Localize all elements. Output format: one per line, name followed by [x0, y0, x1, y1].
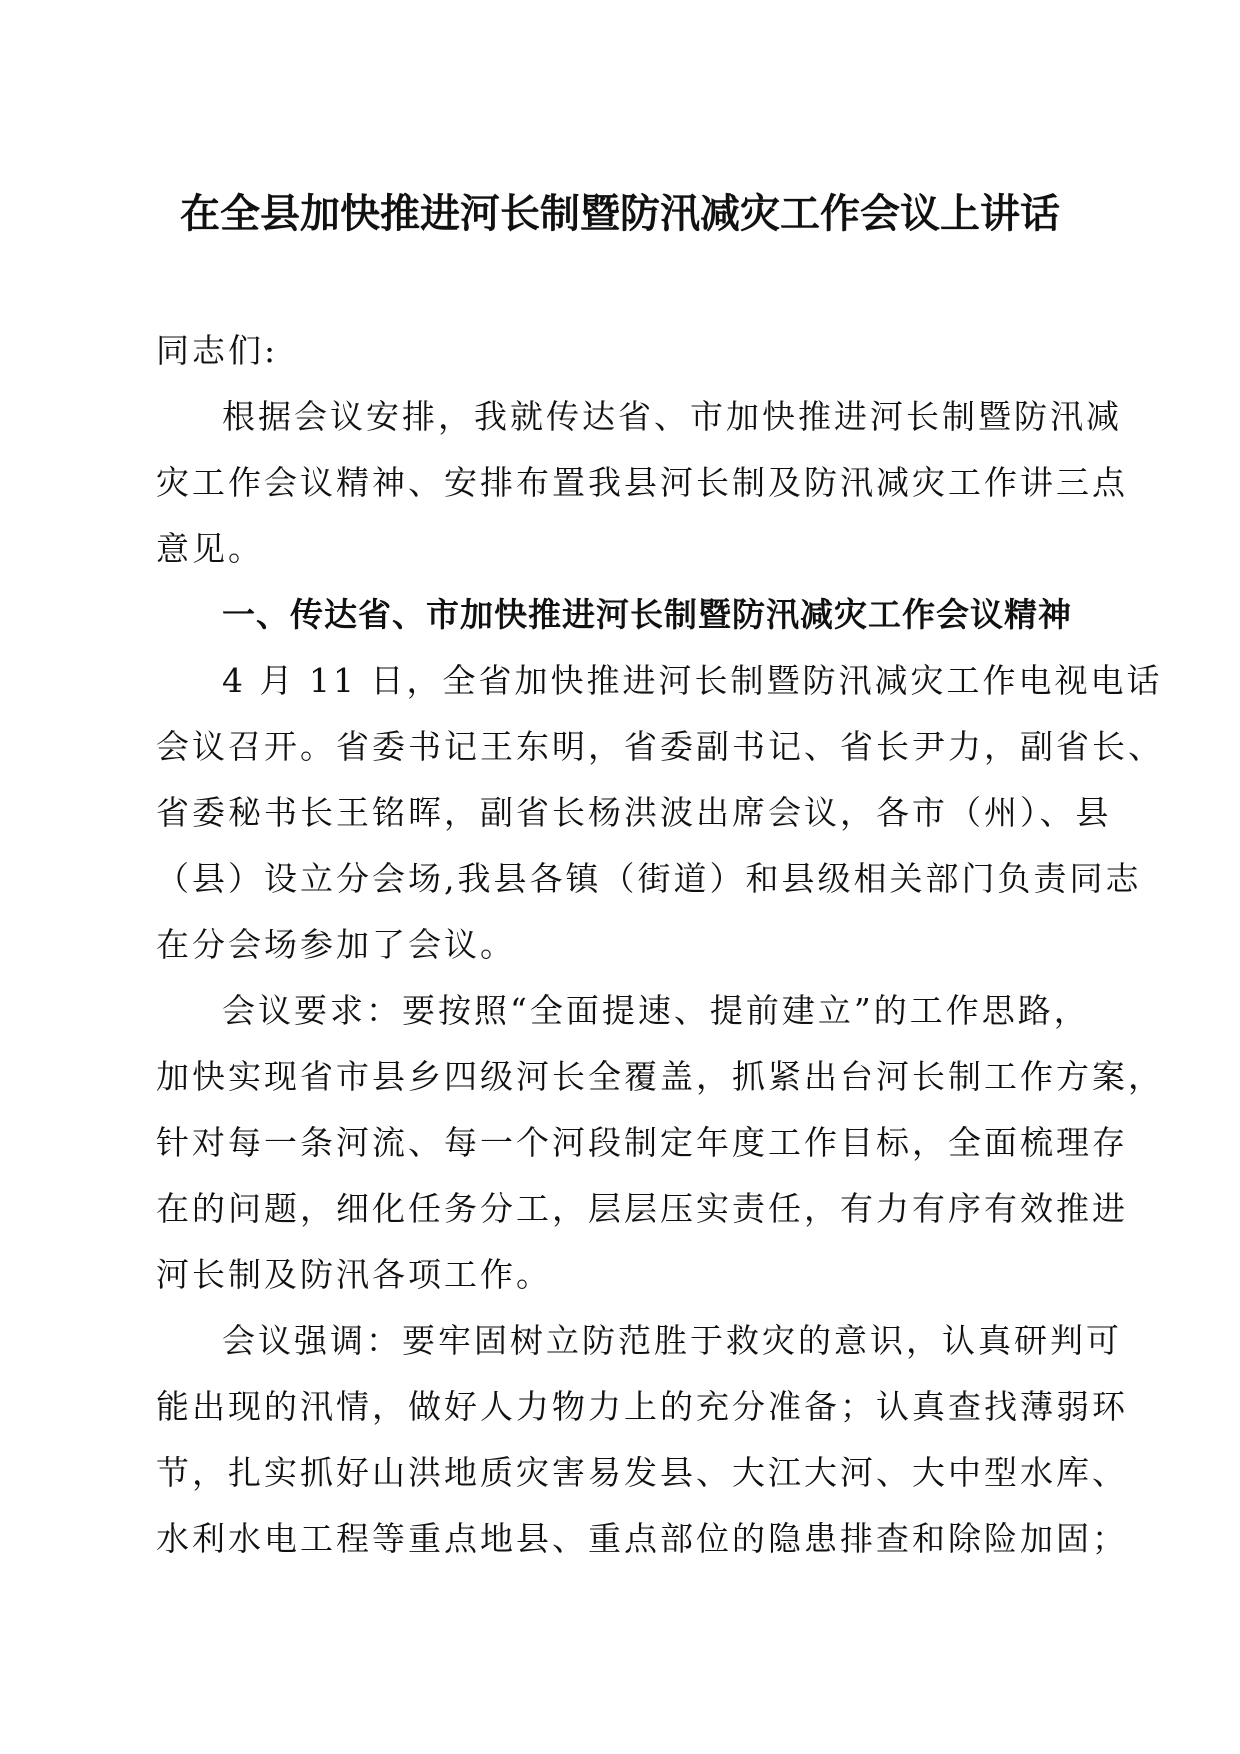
paragraph-line: 加快实现省市县乡四级河长全覆盖，抓紧出台河长制工作方案， [156, 1057, 1164, 1096]
salutation: 同志们: [156, 331, 279, 370]
paragraph-line: 在分会场参加了会议。 [156, 925, 516, 964]
paragraph-line: 在的问题，细化任务分工，层层压实责任，有力有序有效推进 [156, 1189, 1128, 1228]
paragraph-line: 水利水电工程等重点地县、重点部位的隐患排查和除险加固； [156, 1519, 1128, 1558]
paragraph-line: 针对每一条河流、每一个河段制定年度工作目标，全面梳理存 [156, 1123, 1128, 1162]
paragraph-line: 意见。 [156, 529, 264, 568]
paragraph-line: 灾工作会议精神、安排布置我县河长制及防汛减灾工作讲三点 [156, 463, 1128, 502]
paragraph-line: （县）设立分会场,我县各镇（街道）和县级相关部门负责同志 [156, 859, 1142, 898]
paragraph-line: 会议强调：要牢固树立防范胜于救灾的意识，认真研判可 [222, 1321, 1122, 1360]
paragraph-line: 根据会议安排，我就传达省、市加快推进河长制暨防汛减 [222, 397, 1122, 436]
paragraph-line: 能出现的汛情，做好人力物力上的充分准备；认真查找薄弱环 [156, 1387, 1128, 1426]
paragraph-line: 4 月 11 日，全省加快推进河长制暨防汛减灾工作电视电话 [222, 661, 1163, 700]
document-body [156, 318, 1164, 1572]
paragraph-line: 节，扎实抓好山洪地质灾害易发县、大江大河、大中型水库、 [156, 1453, 1128, 1492]
document-title: 在全县加快推进河长制暨防汛减灾工作会议上讲话 [180, 190, 1060, 237]
section-heading: 一、传达省、市加快推进河长制暨防汛减灾工作会议精神 [222, 595, 1072, 634]
paragraph-line: 会议要求：要按照“全面提速、提前建立”的工作思路， [222, 991, 1090, 1030]
paragraph-line: 会议召开。省委书记王东明，省委副书记、省长尹力，副省长、 [156, 727, 1164, 766]
paragraph-line: 河长制及防汛各项工作。 [156, 1255, 552, 1294]
paragraph-line: 省委秘书长王铭晖，副省长杨洪波出席会议，各市（州）、县 [156, 793, 1112, 832]
